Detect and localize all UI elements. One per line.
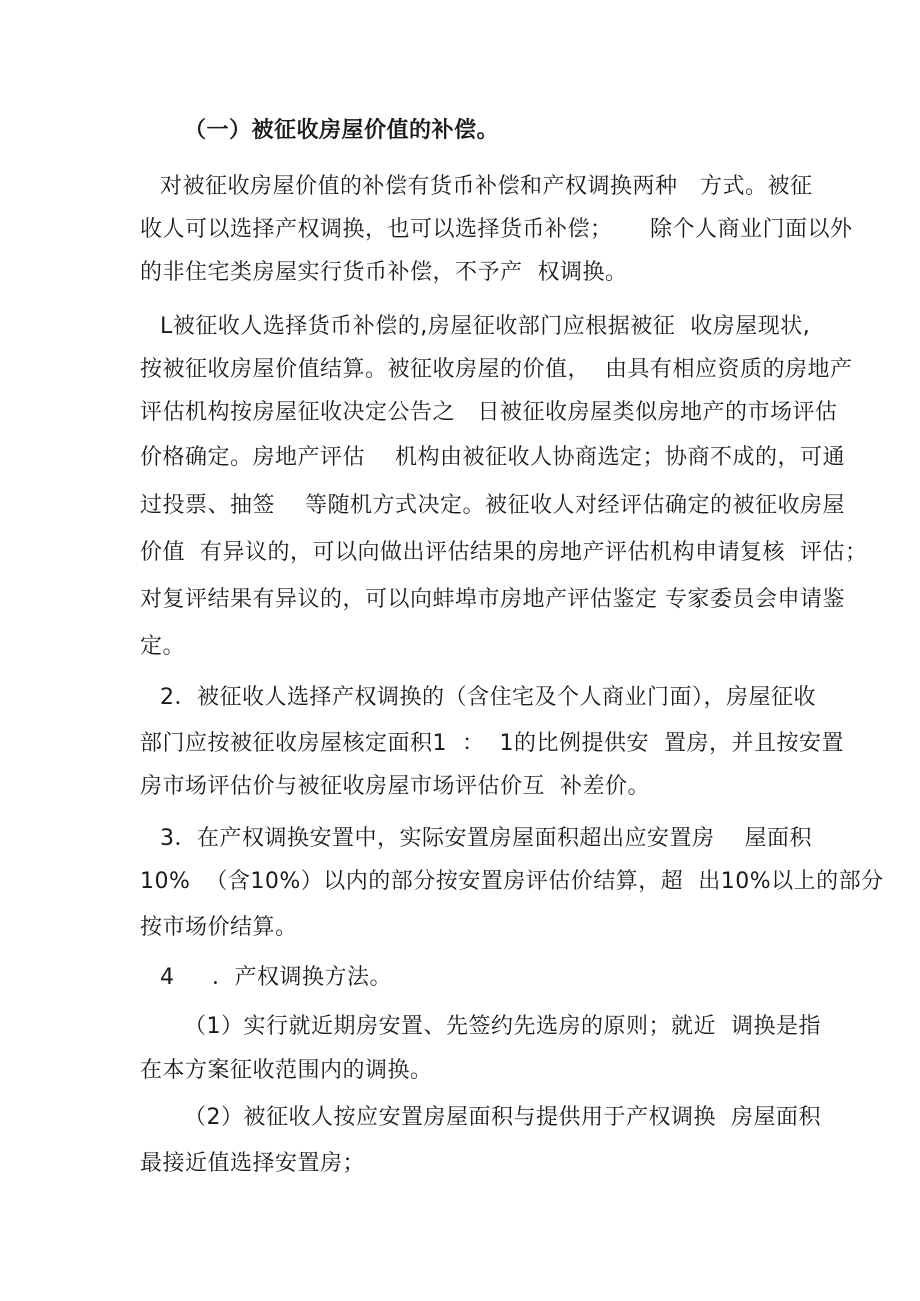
paragraph-4-line-3: 按市场价结算。 — [140, 915, 298, 940]
paragraph-2-line-2: 按被征收房屋价值结算。被征收房屋的价值， 由具有相应资质的房地产 — [140, 357, 853, 382]
paragraph-2-line-7: 对复评结果有异议的，可以向蚌埠市房地产评估鉴定 专家委员会申请鉴 — [140, 587, 845, 612]
paragraph-3-line-3: 房市场评估价与被征收房屋市场评估价互 补差价。 — [140, 774, 650, 799]
paragraph-2-line-4: 价格确定。房地产评估 机构由被征收人协商选定；协商不成的，可通 — [140, 445, 845, 470]
paragraph-2-line-8: 定。 — [140, 634, 186, 659]
section-heading: （一）被征收房屋价值的补偿。 — [184, 118, 500, 143]
paragraph-2-line-1: L被征收人选择货币补偿的,房屋征收部门应根据被征 收房屋现状, — [160, 314, 811, 339]
paragraph-2-line-3: 评估机构按房屋征收决定公告之 日被征收房屋类似房地产的市场评估 — [140, 400, 838, 425]
paragraph-7-line-2: 最接近值选择安置房； — [140, 1151, 366, 1176]
paragraph-4-line-1: 3．在产权调换安置中，实际安置房屋面积超出应安置房 屋面积 — [160, 826, 812, 851]
paragraph-4-line-2: 10% （含10%）以内的部分按安置房评估价结算，超 出10%以上的部分 — [140, 869, 884, 894]
paragraph-7-line-1: （2）被征收人按应安置房屋面积与提供用于产权调换 房屋面积 — [184, 1105, 821, 1130]
paragraph-2-line-6: 价值 有异议的，可以向做出评估结果的房地产评估机构申请复核 评估； — [140, 540, 868, 565]
paragraph-1-line-3: 的非住宅类房屋实行货币补偿，不予产 权调换。 — [140, 260, 628, 285]
paragraph-1-line-1: 对被征收房屋价值的补偿有货币补偿和产权调换两种 方式。被征 — [160, 174, 813, 199]
paragraph-3-line-2: 部门应按被征收房屋核定面积1 ： 1的比例提供安 置房，并且按安置 — [140, 731, 844, 756]
paragraph-1-line-2: 收人可以选择产权调换，也可以选择货币补偿； 除个人商业门面以外 — [140, 217, 853, 242]
paragraph-3-line-1: 2．被征收人选择产权调换的（含住宅及个人商业门面），房屋征收 — [160, 685, 816, 710]
paragraph-2-line-5: 过投票、抽签 等随机方式决定。被征收人对经评估确定的被征收房屋 — [140, 493, 845, 518]
paragraph-5-line-1: 4 ．产权调换方法。 — [160, 965, 392, 990]
paragraph-6-line-1: （1）实行就近期房安置、先签约先选房的原则；就近 调换是指 — [184, 1014, 821, 1039]
paragraph-6-line-2: 在本方案征收范围内的调换。 — [140, 1058, 433, 1083]
